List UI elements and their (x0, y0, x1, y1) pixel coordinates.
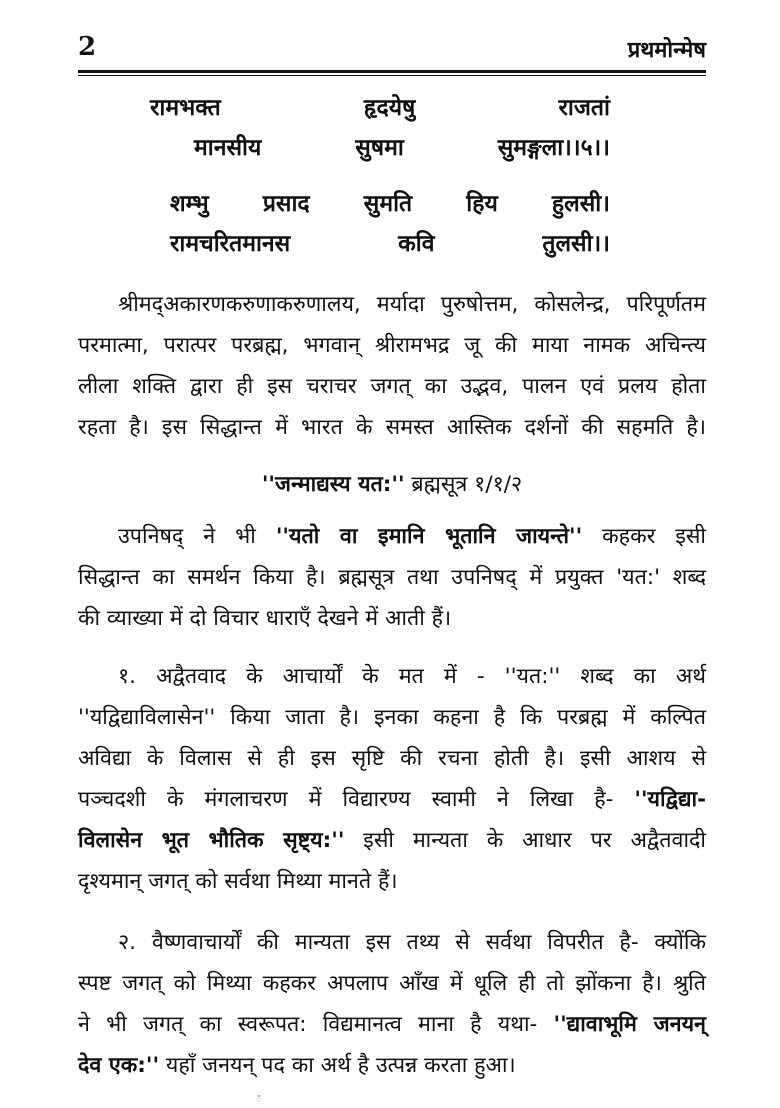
verse-line (170, 224, 610, 264)
header-rule-thin (78, 75, 706, 76)
verse-word: कवि (398, 231, 435, 257)
paragraph-vaishnava (78, 922, 706, 1086)
verse-word: हृदयेषु (363, 95, 416, 121)
verse-word: रामभक्त (150, 95, 221, 121)
verse-line (150, 128, 610, 168)
text-line (78, 1045, 706, 1086)
verse-word: सुषमा (355, 135, 404, 161)
verse-word: हिय (466, 191, 498, 217)
text-line: लीला शक्ति द्वारा ही इस चराचर जगत् का उद्भव, पालन एवं प्रलय होता (78, 374, 706, 399)
running-title: प्रथमोन्मेष (627, 38, 706, 63)
bold-quote: ''यतो वा इमानि भूतानि जायन्ते'' (275, 524, 583, 549)
text-line: २. वैष्णवाचार्यों की मान्यता इस तथ्य से सर्वथा विपरीत है- क्योंकि (118, 930, 706, 955)
verse-word: प्रसाद (262, 191, 310, 217)
text-line: ''यद्विद्याविलासेन'' किया जाता है। इनका कहना है कि परब्रह्म में कल्पित (78, 705, 706, 730)
header-rule (78, 70, 706, 73)
verse-word: मानसीय (194, 135, 262, 161)
bold-quote: ''द्यावाभूमि जनयन् (553, 1012, 706, 1037)
text-line: स्पष्ट जगत् को मिथ्या कहकर अपलाप आँख में धूलि ही तो झोंकना है। श्रुति (78, 971, 706, 996)
verse-word: सुमङ्गला।।५।। (497, 135, 610, 161)
verse-two (170, 184, 610, 264)
verse-word: राजतां (558, 95, 610, 121)
verse-word: शम्भु (170, 191, 209, 217)
text-line: की व्याख्या में दो विचार धाराएँ देखने में आती हैं। (78, 606, 452, 631)
paragraph-advaita (78, 656, 706, 902)
text-line: रहता है। इस सिद्धान्त में भारत के समस्त आस्तिक दर्शनों की सहमति है। (78, 415, 706, 440)
verse-one (150, 88, 610, 168)
text-line: अविद्या के विलास से ही इस सृष्टि की रचना होती है। इसी आशय से (78, 746, 706, 771)
text-line: १. अद्वैतवाद के आचार्यों के मत में - ''यत:'' शब्द का अर्थ (118, 664, 706, 689)
text-run: यहाँ जनयन् पद का अर्थ है उत्पन्न करता हुआ। (159, 1053, 516, 1078)
text-line: सिद्धान्त का समर्थन किया है। ब्रह्मसूत्र तथा उपनिषद् में प्रयुक्त 'यत:' शब्द (78, 565, 706, 590)
text-run: पञ्चदशी के मंगलाचरण में विद्यारण्य स्वामी ने लिखा है- (78, 787, 635, 812)
page-header (78, 30, 706, 70)
bold-quote: ''यद्विद्या- (634, 787, 706, 812)
bold-quote: विलासेन भूत भौतिक सृष्ट्य:'' (78, 828, 345, 853)
text-line (78, 779, 706, 820)
paragraph-maya (78, 284, 706, 448)
text-line (78, 1004, 706, 1045)
text-run: ने भी जगत् का स्वरूपत: विद्यमानत्व माना है यथा- (78, 1012, 554, 1037)
verse-word: तुलसी।। (542, 231, 610, 257)
text-line: परमात्मा, परात्पर परब्रह्म, भगवान् श्रीरामभद्र जू की माया नामक अचिन्त्य (78, 333, 706, 358)
verse-line (170, 184, 610, 224)
text-run: इसी मान्यता के आधार पर अद्वैतवादी (344, 828, 706, 853)
paragraph-upanishad (78, 516, 706, 639)
verse-word: हुलसी। (551, 191, 610, 217)
verse-line (150, 88, 610, 128)
verse-word: सुमति (363, 191, 413, 217)
sutra-source: ब्रह्मसूत्र १/१/२ (411, 472, 523, 497)
text-line (78, 820, 706, 861)
sutra-text: ''जन्माद्यस्य यत:'' (261, 472, 405, 497)
bold-quote: देव एक:'' (78, 1053, 160, 1078)
text-run: कहकर इसी (582, 524, 706, 549)
text-run: उपनिषद् ने भी (118, 524, 276, 549)
footer-mark: ॅ (256, 1095, 261, 1104)
page-number: 2 (78, 32, 97, 62)
text-line: दृश्यमान् जगत् को सर्वथा मिथ्या मानते हैं। (78, 869, 398, 894)
verse-word: रामचरितमानस (170, 231, 291, 257)
text-line (78, 516, 706, 557)
text-line: श्रीमद्अकारणकरुणाकरुणालय, मर्यादा पुरुषोत्तम, कोसलेन्द्र, परिपूर्णतम (118, 292, 706, 317)
sutra-quote (78, 464, 706, 505)
